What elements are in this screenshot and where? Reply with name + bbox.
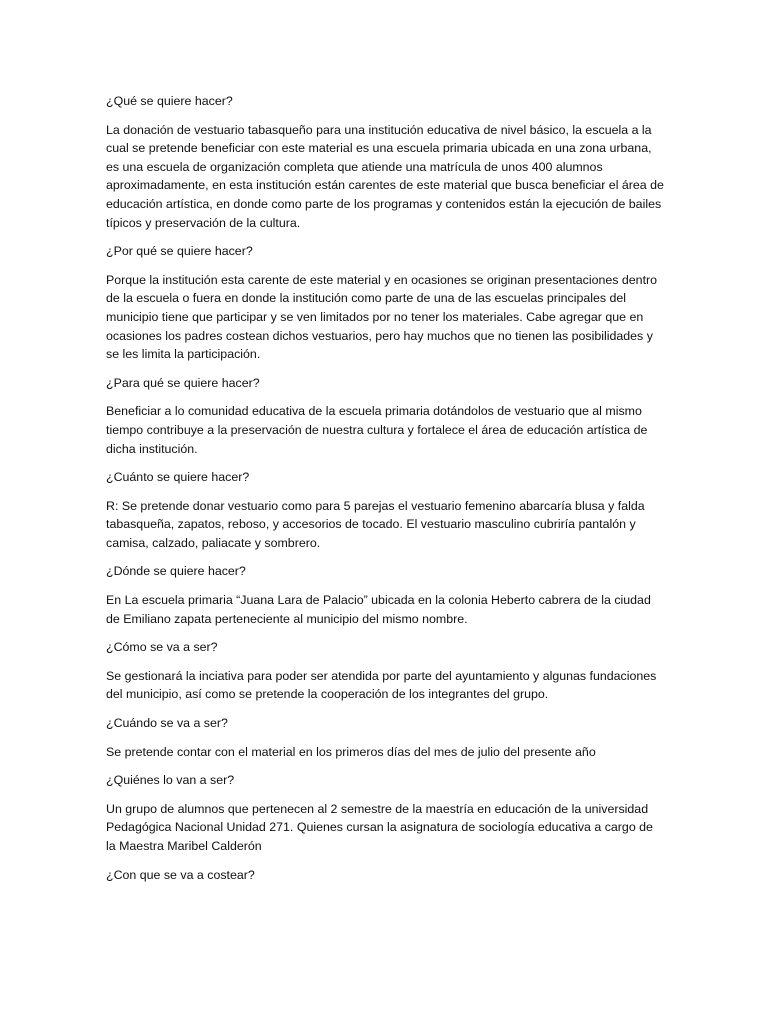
question-que: ¿Qué se quiere hacer? xyxy=(106,94,233,108)
question-donde: ¿Dónde se quiere hacer? xyxy=(106,564,246,579)
question-por-que: ¿Por qué se quiere hacer? xyxy=(106,244,253,259)
question-cuando: ¿Cuándo se va a ser? xyxy=(106,716,228,731)
document-body xyxy=(106,92,666,894)
answer-como: Se gestionará la inciativa para poder ser atendida por parte del ayuntamiento y algunas fundaciones del municipio, así como se pretende la cooperación de los integrantes del grupo. xyxy=(106,668,657,702)
answer-para-que: Beneficiar a lo comunidad educativa de la escuela primaria dotándolos de vestuario que al mismo tiempo contribuye a la preservación de nuestra cultura y fortalece el área de educación artística de dicha institución. xyxy=(106,404,648,456)
answer-que: La donación de vestuario tabasqueño para una institución educativa de nivel básico, la escuela a la cual se pretende beneficiar con este material es una escuela primaria ubicada en una zona urbana, es una escuela de organización completa que atiende una matrícula de unos 400 alumnos aproximadamente, en esta institución están carentes de este material que busca beneficiar el área de educación artística, en donde como parte de los programas y contenidos están la ejecución de bailes típicos y preservación de la cultura. xyxy=(106,122,664,230)
question-para-que: ¿Para qué se quiere hacer? xyxy=(106,375,260,390)
answer-por-que: Porque la institución esta carente de este material y en ocasiones se originan presentaciones dentro de la escuela o fuera en donde la institución como parte de una de las escuelas principales del municipio tiene que participar y se ven limitados por no tener los materiales. Cabe agregar que en ocasiones los padres costean dichos vestuarios, pero hay muchos que no tienen las posibilidades y se les limita la participación. xyxy=(106,272,658,362)
question-cuanto: ¿Cuánto se quiere hacer? xyxy=(106,470,250,485)
question-con-que: ¿Con que se va a costear? xyxy=(106,867,255,882)
question-quienes: ¿Quiénes lo van a ser? xyxy=(106,773,235,788)
question-como: ¿Cómo se va a ser? xyxy=(106,640,218,655)
answer-cuanto: R: Se pretende donar vestuario como para 5 parejas el vestuario femenino abarcaría blusa y falda tabasqueña, zapatos, reboso, y accesorios de tocado. El vestuario masculino cubriría pantalón y camisa, calzado, paliacate y sombrero. xyxy=(106,498,645,550)
answer-cuando: Se pretende contar con el material en los primeros días del mes de julio del presente año xyxy=(106,744,596,759)
answer-quienes: Un grupo de alumnos que pertenecen al 2 semestre de la maestría en educación de la universidad Pedagógica Nacional Unidad 271. Quienes cursan la asignatura de sociología educativa a cargo de la Maestra Maribel Calderón xyxy=(106,801,653,853)
answer-donde: En La escuela primaria “Juana Lara de Palacio” ubicada en la colonia Heberto cabrera de la ciudad de Emiliano zapata perteneciente al municipio del mismo nombre. xyxy=(106,593,651,626)
